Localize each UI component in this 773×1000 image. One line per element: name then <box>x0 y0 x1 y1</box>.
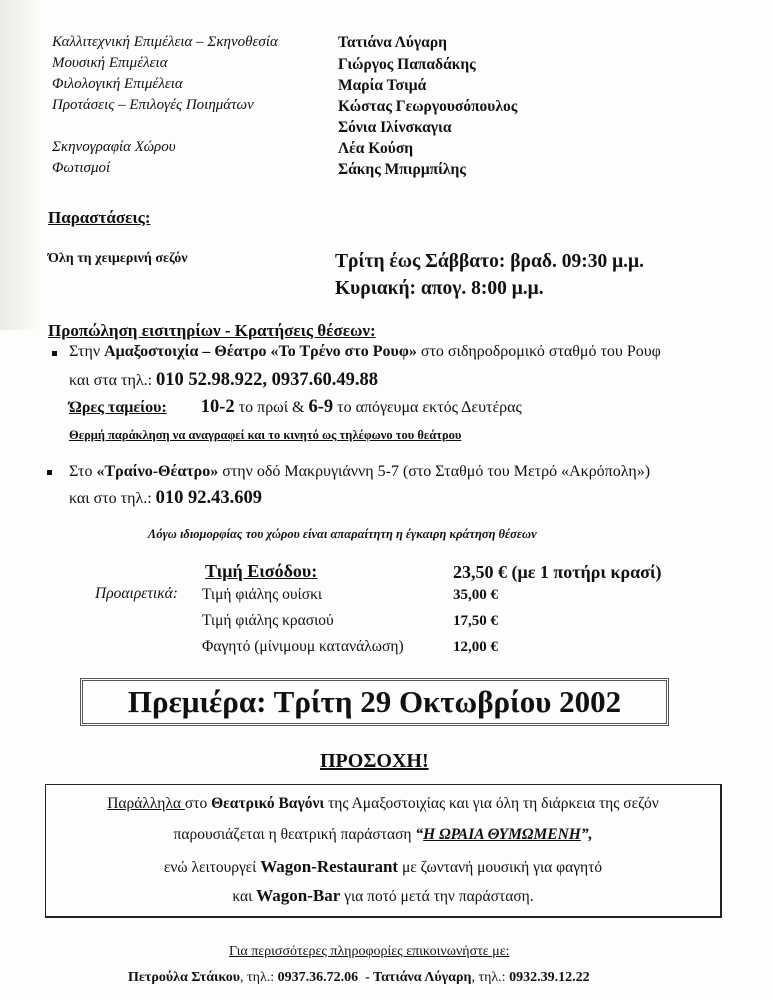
notice-text: και <box>232 888 257 905</box>
wagon-bar: Wagon-Bar <box>256 886 341 905</box>
venue2-name: «Τραίνο-Θέατρο» <box>96 463 219 480</box>
notice-text: στο <box>184 795 212 812</box>
contact-heading: Για περισσότερες πληροφορίες επικοινωνήστε με: <box>229 944 510 959</box>
credit-name: Σάκης Μπιρμπίλης <box>338 161 466 178</box>
venue1-phones: 010 52.98.922, 0937.60.49.88 <box>156 370 379 390</box>
hours-suffix: το απόγευμα εκτός Δευτέρας <box>333 399 522 416</box>
credit-role: Φωτισμοί <box>52 160 111 176</box>
box-office-label: Ώρες ταμείου: <box>69 399 167 416</box>
hours-evening: 6-9 <box>308 397 334 417</box>
entry-price-label: Τιμή Εισόδου: <box>205 561 318 581</box>
notice-line-1 <box>46 795 720 813</box>
credit-role: Μουσική Επιμέλεια <box>52 55 168 71</box>
credit-role: Προτάσεις – Επιλογές Ποιημάτων <box>52 97 254 113</box>
advisory-text: Λόγω ιδιομορφίας του χώρου είναι απαραίτητη η έγκαιρη κράτηση θέσεων <box>148 527 537 541</box>
contact-line <box>128 970 590 986</box>
venue1-name: Αμαξοστοιχία – Θέατρο «Το Τρένο στο Ρουφ» <box>104 343 417 360</box>
notice-text: της Αμαξοστοιχίας και για όλη τη διάρκεια της σεζόν <box>324 795 659 812</box>
notice-text: παρουσιάζεται η θεατρική παράσταση <box>173 826 416 843</box>
venue2-suffix: στην οδό Μακρυγιάννη 5-7 (στο Σταθμό του Μετρό «Ακρόπολη») <box>218 463 651 480</box>
mobile-note: Θερμή παράκληση να αναγραφεί και το κινητό ως τηλέφωνο του θεάτρου <box>69 428 462 442</box>
performances-heading: Παραστάσεις: <box>48 208 151 227</box>
quote-close: ”, <box>580 826 593 843</box>
venue1-prefix: Στην <box>69 343 105 360</box>
bullet-icon <box>52 351 57 356</box>
notice-box <box>45 784 722 918</box>
premiere-text: Πρεμιέρα: Τρίτη 29 Οκτωβρίου 2002 <box>127 684 622 719</box>
price-item-label: Τιμή φιάλης κρασιού <box>202 612 334 629</box>
notice-line-4 <box>46 886 720 906</box>
credit-name: Κώστας Γεωργουσόπουλος <box>338 98 518 115</box>
venue2-line <box>69 463 650 481</box>
box-office-hours <box>69 397 522 418</box>
play-title: Η ΩΡΑΙΑ ΘΥΜΩΜΕΝΗ <box>423 826 581 843</box>
credit-role: Σκηνογραφία Χώρου <box>52 139 176 155</box>
bullet-icon <box>47 470 52 475</box>
notice-heading: ΠΡΟΣΟΧΗ! <box>320 750 429 772</box>
tickets-heading: Προπώληση εισιτηρίων - Κρατήσεις θέσεων: <box>48 321 376 340</box>
price-item-label: Φαγητό (μίνιμουμ κατανάλωση) <box>202 638 404 655</box>
credit-name: Μαρία Τσιμά <box>338 77 427 94</box>
venue1-phone-line <box>69 370 378 391</box>
hours-morning: 10-2 <box>200 397 235 417</box>
entry-price-value: 23,50 € (με 1 ποτήρι κρασί) <box>453 562 662 582</box>
contact-phone: 0932.39.12.22 <box>509 970 590 985</box>
venue1-phone-label: και στα τηλ.: <box>69 372 157 389</box>
contact-person-name: Πετρούλα Στάικου <box>128 970 240 985</box>
contact-separator: - <box>358 970 374 985</box>
quote-open: “ <box>415 826 424 843</box>
price-item-value: 35,00 € <box>453 587 498 603</box>
notice-text: με ζωντανή μουσική για φαγητό <box>398 859 603 876</box>
season-text: Όλη τη χειμερινή σεζόν <box>48 251 188 266</box>
notice-line-2 <box>46 826 720 844</box>
venue2-prefix: Στο <box>69 463 97 480</box>
wagon-restaurant: Wagon-Restaurant <box>260 857 399 876</box>
contact-phone: 0937.36.72.06 <box>277 970 359 985</box>
venue2-phone-label: και στο τηλ.: <box>69 490 156 507</box>
credit-name: Γιώργος Παπαδάκης <box>338 56 476 73</box>
notice-parallel: Παράλληλα <box>107 795 185 812</box>
theatrical-wagon: Θεατρικό Βαγόνι <box>211 795 325 812</box>
venue2-phone-line <box>69 488 262 509</box>
venue1-suffix: στο σιδηροδρομικό σταθμό του Ρουφ <box>416 343 661 360</box>
credit-name: Σόνια Ιλίνσκαγια <box>338 119 452 136</box>
credit-role: Φιλολογική Επιμέλεια <box>52 76 183 92</box>
credit-name: Λέα Κούση <box>338 140 414 157</box>
notice-text: για ποτό μετά την παράσταση. <box>340 888 534 905</box>
weekday-schedule: Τρίτη έως Σάββατο: βραδ. 09:30 μ.μ. <box>335 251 644 272</box>
price-item-value: 12,00 € <box>453 639 498 655</box>
contact-phone-label: , τηλ.: <box>240 970 278 985</box>
paper-fold-shadow <box>0 0 40 330</box>
venue1-line <box>69 343 661 361</box>
price-item-label: Τιμή φιάλης ουίσκι <box>202 586 323 603</box>
optional-label: Προαιρετικά: <box>95 585 178 602</box>
hours-mid: το πρωί & <box>234 399 309 416</box>
venue2-phone: 010 92.43.609 <box>155 488 263 508</box>
sunday-schedule: Κυριακή: απογ. 8:00 μ.μ. <box>335 278 544 299</box>
contact-person-name: Τατιάνα Λύγαρη <box>373 970 472 985</box>
contact-phone-label: , τηλ.: <box>471 970 510 985</box>
credit-role: Καλλιτεχνική Επιμέλεια – Σκηνοθεσία <box>52 34 278 50</box>
notice-text: ενώ λειτουργεί <box>163 859 261 876</box>
price-item-value: 17,50 € <box>453 613 498 629</box>
notice-line-3 <box>46 857 720 877</box>
credit-name: Τατιάνα Λύγαρη <box>338 34 447 51</box>
premiere-box <box>80 678 669 726</box>
